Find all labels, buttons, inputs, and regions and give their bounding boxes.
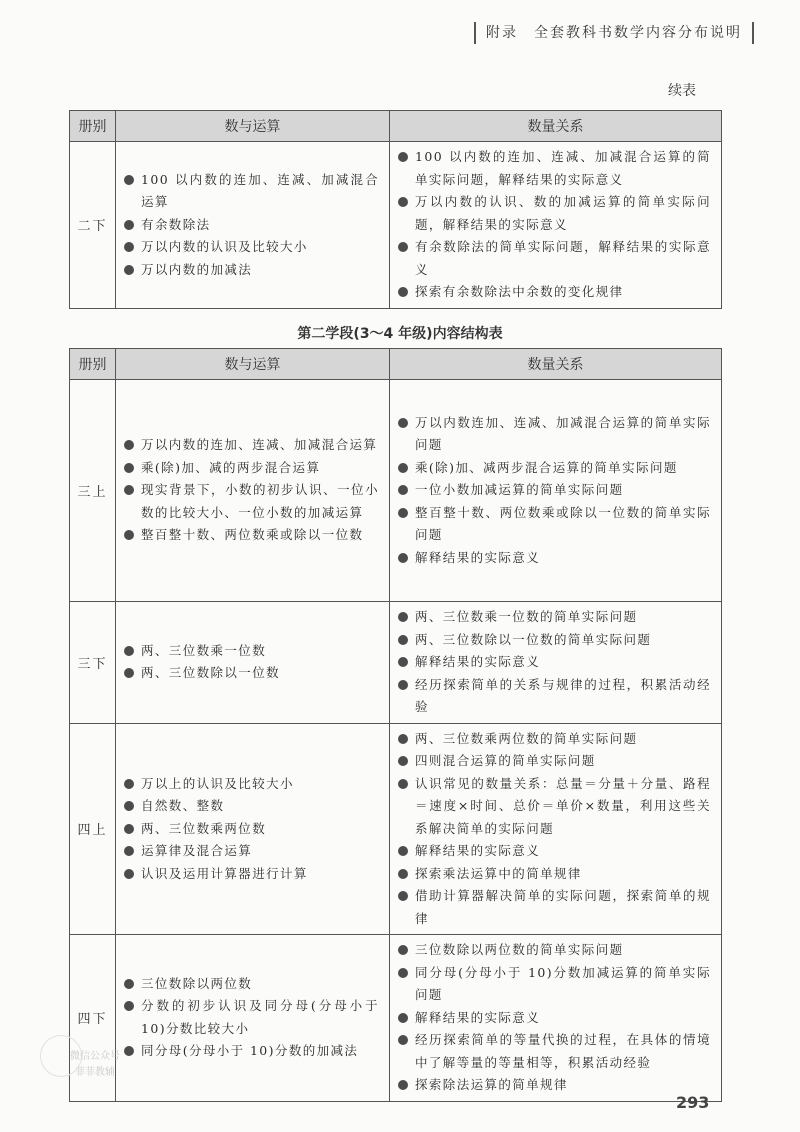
bullet-icon [398,891,408,901]
item-text: 解释结果的实际意义 [415,654,541,669]
item-text: 解释结果的实际意义 [415,1009,541,1025]
column-header-volume: 册别 [70,111,116,142]
bullet-icon [124,463,134,473]
list-item [398,651,711,674]
item-text: 同分母(分母小于 10)分数加减运算的简单实际问题 [415,964,711,1002]
item-text: 经历探索简单的等量代换的过程，在具体的情境中了解等量的等量相等，积累活动经验 [415,1032,711,1070]
item-text: 认识及运用计算器进行计算 [141,865,308,881]
watermark-line-1: 微信公众号 [70,1051,120,1062]
list-item [398,412,711,457]
bullet-icon [124,869,134,879]
bullet-icon [398,287,408,297]
list-item [398,885,711,930]
grade-cell: 二下 [70,142,116,309]
list-item [398,773,711,841]
table-row [70,602,722,724]
numbers-list [124,434,379,547]
item-text: 两、三位数乘两位数 [141,820,267,836]
list-item [124,640,379,663]
list-item [398,674,711,719]
item-text: 现实背景下，小数的初步认识、一位小数的比较大小、一位小数的加减运算 [141,482,379,520]
bullet-icon [124,220,134,230]
grade-cell: 三下 [70,602,116,724]
bullet-icon [398,1080,408,1090]
item-text: 分数的初步认识及同分母(分母小于 10)分数比较大小 [141,998,379,1036]
list-item [124,236,379,259]
watermark-line-2: 菲菲教辅 [75,1067,115,1078]
list-item [398,728,711,751]
numbers-list [124,773,379,886]
bullet-icon [124,801,134,811]
list-item [398,236,711,281]
bullet-icon [398,508,408,518]
list-item [398,191,711,236]
item-text: 解释结果的实际意义 [415,843,541,858]
list-item [124,479,379,524]
item-text: 四则混合运算的简单实际问题 [415,753,596,768]
numbers-cell [116,935,390,1102]
item-text: 100 以内数的连加、连减、加减混合运算的简单实际问题，解释结果的实际意义 [415,149,711,187]
bullet-icon [398,734,408,744]
item-text: 万以内数的加减法 [141,261,253,277]
item-text: 两、三位数乘一位数的简单实际问题 [415,609,638,624]
item-text: 认识常见的数量关系：总量＝分量＋分量、路程＝速度×时间、总价＝单价×数量，利用这些关系解决简单的实际问题 [415,775,711,836]
page-number: 293 [676,1093,710,1112]
table-continued [69,110,722,309]
item-text: 万以内数的连加、连减、加减混合运算 [141,437,378,453]
numbers-cell [116,723,390,935]
item-text: 探索有余数除法中余数的变化规律 [415,284,624,299]
bullet-icon [124,779,134,789]
list-item [398,457,711,480]
column-header-volume: 册别 [70,349,116,380]
bullet-icon [398,418,408,428]
list-item [124,457,379,480]
continued-label: 续表 [668,83,696,99]
bullet-icon [398,553,408,563]
list-item [398,840,711,863]
item-text: 三位数除以两位数的简单实际问题 [415,942,624,957]
bullet-icon [124,242,134,252]
bullet-icon [398,463,408,473]
relations-list [398,728,711,931]
bullet-icon [398,657,408,667]
table-row [70,723,722,935]
item-text: 运算律及混合运算 [141,843,253,858]
table-header-row [70,349,722,380]
bullet-icon [398,869,408,879]
bullet-icon [124,265,134,275]
item-text: 三位数除以两位数 [141,975,253,991]
bullet-icon [398,680,408,690]
item-text: 万以内数的认识、数的加减运算的简单实际问题，解释结果的实际意义 [415,194,711,232]
item-text: 有余数除法 [141,216,211,232]
bullet-icon [398,779,408,789]
bullet-icon [124,846,134,856]
bullet-icon [124,668,134,678]
item-text: 乘(除)加、减的两步混合运算 [141,459,321,475]
list-item [398,146,711,191]
item-text: 万以内数连加、连减、加减混合运算的简单实际问题 [415,414,711,453]
list-item [398,281,711,304]
table-header-row [70,111,722,142]
column-header-relations: 数量关系 [390,349,722,380]
numbers-list [124,169,379,282]
bullet-icon [398,945,408,955]
item-text: 万以内数的认识及比较大小 [141,239,308,254]
bullet-icon [398,846,408,856]
list-item [398,1074,711,1097]
item-text: 整百整十数、两位数乘或除以一位数 [141,527,364,543]
relations-cell [390,723,722,935]
bullet-icon [124,440,134,450]
bullet-icon [398,968,408,978]
item-text: 乘(除)加、减两步混合运算的简单实际问题 [415,459,678,475]
bullet-icon [398,197,408,207]
section-title: 第二学段(3～4 年级)内容结构表 [297,326,503,342]
bullet-icon [124,1001,134,1011]
bullet-icon [124,530,134,540]
list-item [124,662,379,685]
list-item [124,259,379,282]
list-item [398,502,711,547]
numbers-list [124,973,379,1063]
relations-cell [390,380,722,602]
item-text: 万以上的认识及比较大小 [141,775,294,791]
list-item [398,939,711,962]
list-item [124,434,379,457]
item-text: 整百整十数、两位数乘或除以一位数的简单实际问题 [415,504,711,543]
bullet-icon [124,824,134,834]
list-item [398,962,711,1007]
list-item [398,863,711,886]
bullet-icon [398,152,408,162]
numbers-cell [116,142,390,309]
list-item [124,524,379,547]
numbers-cell [116,602,390,724]
item-text: 探索乘法运算中的简单规律 [415,865,582,881]
bullet-icon [124,646,134,656]
list-item [398,629,711,652]
list-item [398,750,711,773]
item-text: 借助计算器解决简单的实际问题，探索简单的规律 [415,888,711,926]
list-item [398,547,711,570]
column-header-numbers: 数与运算 [116,349,390,380]
list-item [398,1029,711,1074]
bullet-icon [124,485,134,495]
grade-cell: 四下 [70,935,116,1102]
bullet-icon [398,1013,408,1023]
relations-list [398,412,711,570]
watermark [40,1045,124,1085]
bullet-icon [124,979,134,989]
list-item [124,795,379,818]
numbers-list [124,640,379,685]
header-title: 全套教科书数学内容分布说明 [534,25,742,41]
running-header [474,22,754,44]
list-item [398,479,711,502]
relations-cell [390,142,722,309]
list-item [124,1040,379,1063]
item-text: 两、三位数除以一位数 [141,665,281,681]
item-text: 两、三位数乘两位数的简单实际问题 [415,730,638,746]
bullet-icon [124,175,134,185]
column-header-relations: 数量关系 [390,111,722,142]
relations-list [398,146,711,304]
list-item [124,214,379,237]
list-item [124,973,379,996]
list-item [124,818,379,841]
bullet-icon [398,485,408,495]
table-content-structure [69,348,722,1102]
bullet-icon [398,1035,408,1045]
bullet-icon [398,756,408,766]
list-item [124,995,379,1040]
item-text: 自然数、整数 [141,798,225,813]
bullet-icon [398,635,408,645]
relations-list [398,606,711,719]
relations-cell [390,935,722,1102]
numbers-cell [116,380,390,602]
item-text: 两、三位数除以一位数的简单实际问题 [415,631,652,647]
table-row [70,935,722,1102]
header-appendix: 附录 [486,25,518,41]
table-row [70,380,722,602]
item-text: 有余数除法的简单实际问题，解释结果的实际意义 [415,239,711,277]
item-text: 探索除法运算的简单规律 [415,1077,568,1092]
item-text: 解释结果的实际意义 [415,549,541,565]
item-text: 同分母(分母小于 10)分数的加减法 [141,1043,359,1059]
item-text: 两、三位数乘一位数 [141,642,267,658]
bullet-icon [398,612,408,622]
item-text: 一位小数加减运算的简单实际问题 [415,482,624,498]
list-item [124,773,379,796]
item-text: 经历探索简单的关系与规律的过程，积累活动经验 [415,676,711,714]
column-header-numbers: 数与运算 [116,111,390,142]
bullet-icon [398,242,408,252]
grade-cell: 四上 [70,723,116,935]
list-item [124,840,379,863]
list-item [124,169,379,214]
list-item [124,863,379,886]
list-item [398,606,711,629]
relations-cell [390,602,722,724]
table-row [70,142,722,309]
list-item [398,1007,711,1030]
grade-cell: 三上 [70,380,116,602]
relations-list [398,939,711,1097]
item-text: 100 以内数的连加、连减、加减混合运算 [141,171,379,209]
